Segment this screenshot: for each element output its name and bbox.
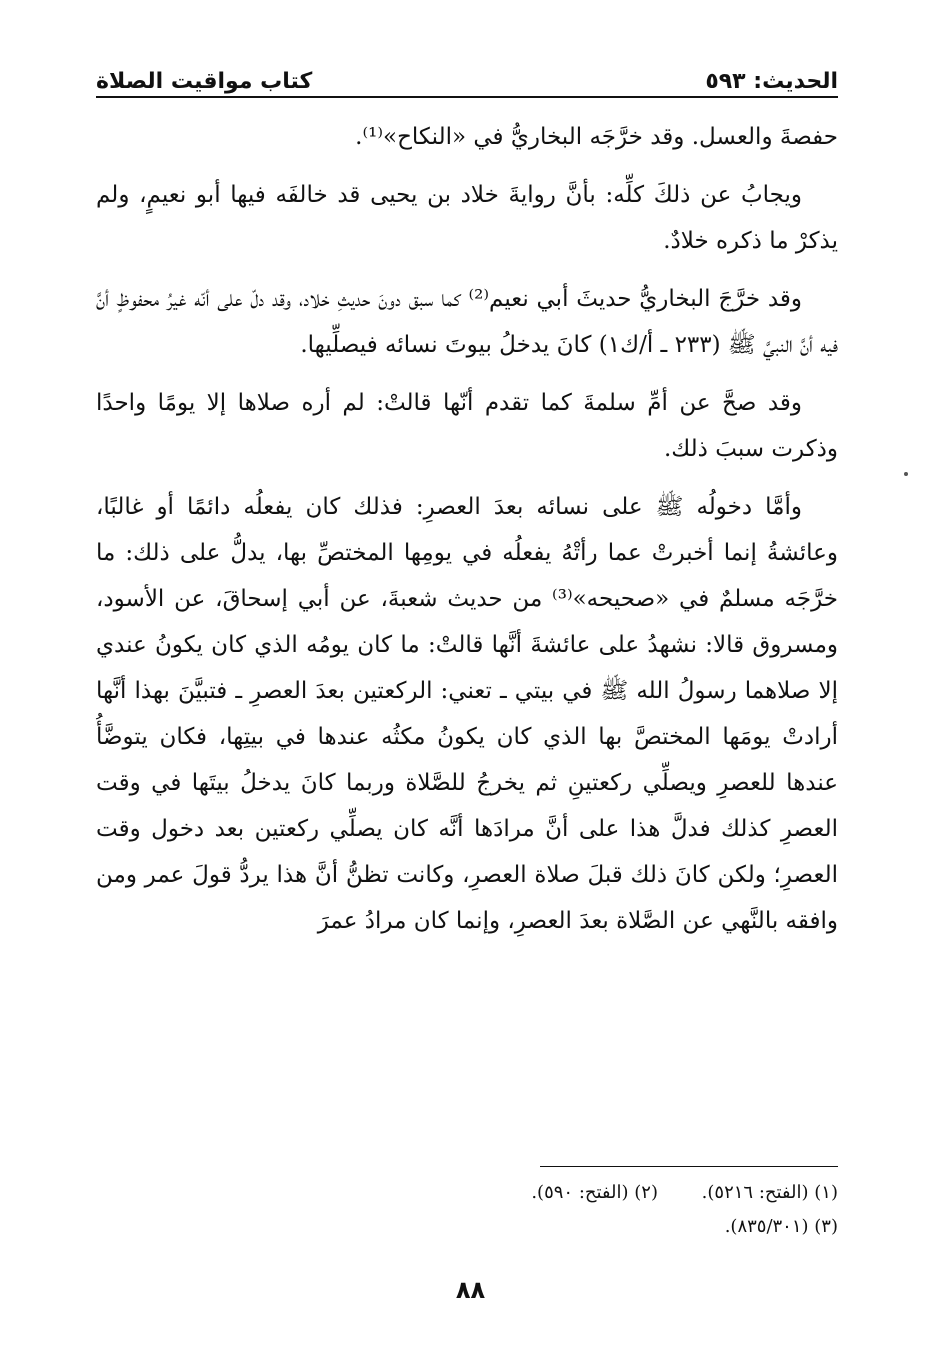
paragraph-4: وقد صحَّ عن أمِّ سلمةَ كما تقدم أنّها قالتْ: لم أره صلاها إلا يومًا واحدًا وذكرت سببَ ذلك. bbox=[96, 390, 838, 462]
book-title: كتاب مواقيت الصلاة bbox=[96, 69, 313, 94]
footnote-row bbox=[96, 1210, 838, 1244]
page-number: ٨٨ bbox=[455, 1276, 486, 1304]
paragraph-5: وأمَّا دخولُه ﷺ على نسائه بعدَ العصرِ: فذلك كان يفعلُه دائمًا أو غالبًا، وعائشةُ إنما أخبرتْ عما رأتْهُ يفعلُه في يومِها المختصِّ بها، يدلُّ على ذلك: ما خرَّجَه مسلمٌ في «صحيحه»⁽³⁾ من حديث شعبةَ، عن أبي إسحاقَ، عن الأسود، ومسروق قالا: نشهدُ على عائشةَ أنَّها قالتْ: ما كان يومُه الذي كان يكونُ عندي إلا صلاهما رسولُ الله ﷺ في بيتي ـ تعني: الركعتين بعدَ العصرِ ـ فتبيَّنَ بهذا أنَّها أرادتْ يومَها المختصَّ بها الذي كان يكونُ مكثُه عندها في بيتِها، فكان يتوضَّأُ عندها للعصرِ ويصلِّي ركعتينِ ثم يخرجُ للصَّلاة وربما كانَ يدخلُ بيتَها في وقت العصرِ كذلك فدلَّ هذا على أنَّ مرادَها أنَّه كان يصلِّي ركعتين بعد دخول وقت العصرِ؛ ولكن كانَ ذلك قبلَ صلاة العصرِ، وكانت تظنُّ أنَّ هذا يردُّ قولَ عمر ومن وافقه بالنَّهي عن الصَّلاة بعدَ العصرِ، وإنما كان مرادُ عمرَ bbox=[96, 494, 839, 934]
footnotes bbox=[96, 1176, 838, 1244]
main-text bbox=[96, 114, 838, 956]
footnote-2: (٢) (الفتح: ٥٩٠). bbox=[531, 1182, 658, 1203]
footnote-divider bbox=[540, 1166, 838, 1167]
paragraph-2: ويجابُ عن ذلكَ كلِّه: بأنَّ روايةَ خلاد بن يحيى قد خالفَه فيها أبو نعيمٍ، ولم يذكرْ ما ذكره خلادٌ. bbox=[96, 182, 838, 254]
scan-speck bbox=[904, 472, 908, 476]
footnote-1: (١) (الفتح: ٥٢١٦). bbox=[701, 1182, 838, 1203]
header-divider bbox=[96, 96, 838, 98]
hadith-number-label: الحديث: ٥٩٣ bbox=[705, 69, 838, 94]
running-header bbox=[96, 58, 838, 94]
paragraph-1: حفصةَ والعسل. وقد خرَّجَه البخاريُّ في «النكاح»⁽¹⁾. bbox=[355, 124, 838, 150]
paragraph-3: وقد خرَّجَ البخاريُّ حديثَ أبي نعيم⁽²⁾ كما سبق دونَ حديثِ خلاد، وقد دلّ على أنّه غيرُ محفوظٍ أنَّ فيه أنَّ النبيَّ ﷺ (٢٣٣ ـ أ/ك١) كانَ يدخلُ بيوتَ نسائه فيصلِّيها. bbox=[96, 286, 838, 358]
footnote-row bbox=[96, 1176, 838, 1210]
footnote-3: (٣) (٨٣٥/٣٠١). bbox=[724, 1216, 838, 1237]
